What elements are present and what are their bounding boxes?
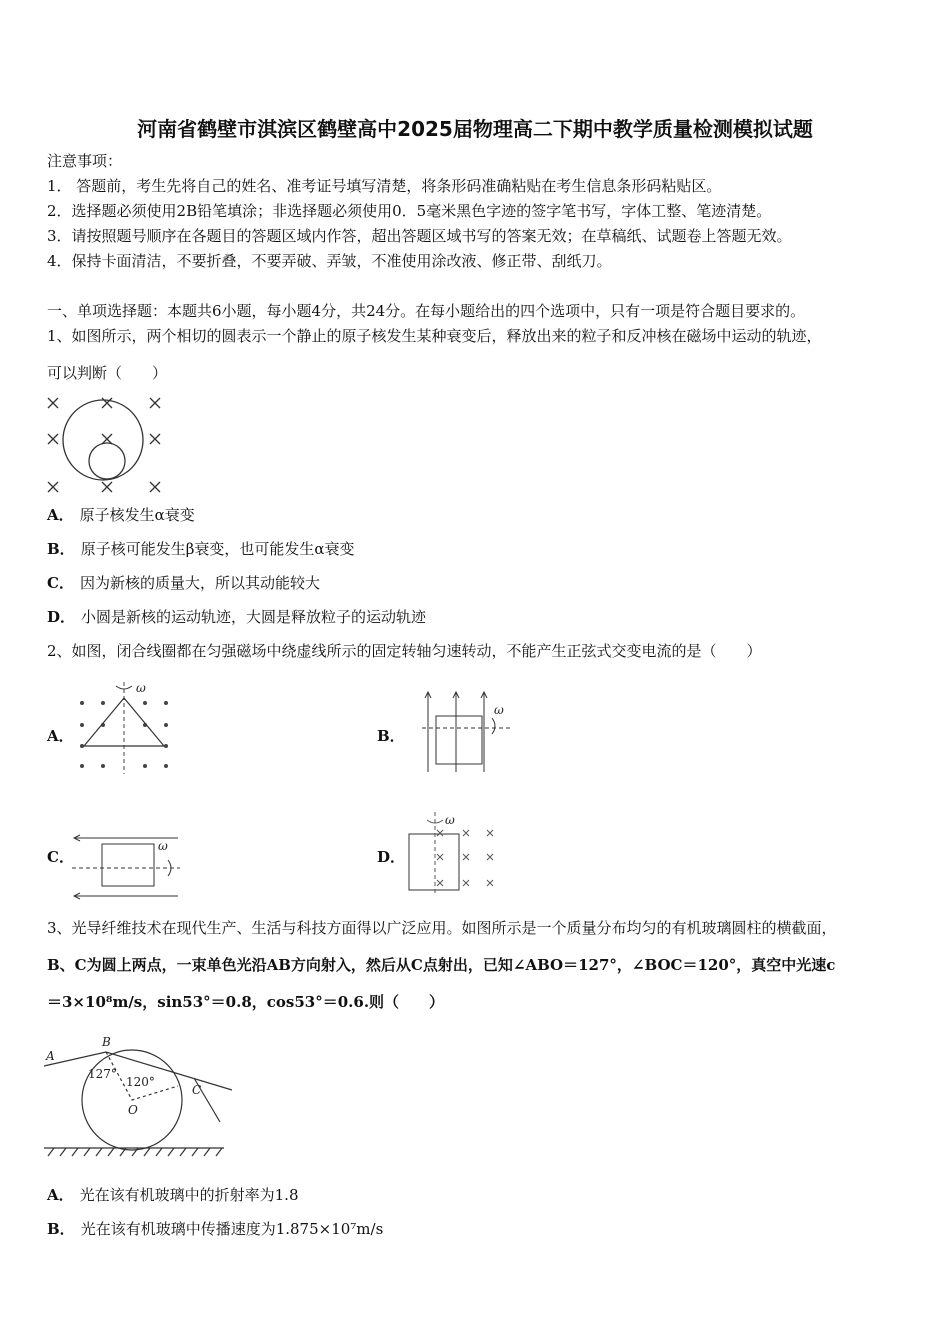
q3-option-a[interactable]: A． 光在该有机玻璃中的折射率为1.8 (47, 1186, 299, 1204)
q2-figure-d (405, 810, 505, 896)
q1-option-b[interactable]: B． 原子核可能发生β衰变，也可能发生α衰变 (47, 540, 355, 558)
svg-text:120°: 120° (126, 1075, 155, 1089)
svg-text:A: A (46, 1049, 55, 1063)
q2-figure-b (420, 688, 520, 774)
q2-option-d[interactable]: D． (377, 848, 406, 866)
q2-option-b[interactable]: B． (377, 727, 405, 745)
q2-option-a[interactable]: A． (47, 727, 74, 745)
svg-text:C: C (192, 1083, 202, 1097)
notice-item: 4．保持卡面清洁，不要折叠，不要弄破、弄皱，不准使用涂改液、修正带、刮纸刀。 (47, 252, 612, 270)
notice-item: 3．请按照题号顺序在各题目的答题区域内作答，超出答题区域书写的答案无效；在草稿纸、试题卷上答题无效。 (47, 227, 792, 245)
svg-text:ω: ω (445, 813, 455, 827)
svg-text:ω: ω (136, 681, 146, 695)
q3-figure (44, 1030, 234, 1162)
notice-heading: 注意事项： (47, 152, 123, 170)
svg-text:ω: ω (158, 839, 168, 853)
q3-stem: B、C为圆上两点，一束单色光沿AB方向射入，然后从C点射出，已知∠ABO＝127°，∠BOC＝120°，真空中光速c (47, 956, 836, 974)
q3-stem: 3、光导纤维技术在现代生产、生活与科技方面得以广泛应用。如图所示是一个质量分布均匀的有机玻璃圆柱的横截面， (47, 919, 837, 937)
q1-stem: 1、如图所示，两个相切的圆表示一个静止的原子核发生某种衰变后，释放出来的粒子和反冲核在磁场中运动的轨迹， (47, 327, 822, 345)
notice-item: 2．选择题必须使用2B铅笔填涂；非选择题必须使用0．5毫米黑色字迹的签字笔书写，字体工整、笔迹清楚。 (47, 202, 772, 220)
svg-text:O: O (128, 1103, 138, 1117)
svg-text:127°: 127° (88, 1067, 117, 1081)
q1-option-d[interactable]: D． 小圆是新核的运动轨迹，大圆是释放粒子的运动轨迹 (47, 608, 427, 626)
q2-figure-c (72, 830, 182, 900)
q1-stem: 可以判断（ ） (47, 364, 168, 382)
q3-stem: ＝3×10⁸m/s，sin53°＝0.8，cos53°＝0.6.则（ ） (47, 993, 445, 1011)
q1-option-c[interactable]: C． 因为新核的质量大，所以其动能较大 (47, 574, 320, 592)
svg-text:B: B (102, 1035, 111, 1049)
q2-stem: 2、如图，闭合线圈都在匀强磁场中绕虚线所示的固定转轴匀速转动，不能产生正弦式交变电流的是（ ） (47, 642, 762, 660)
page-title: 河南省鹤壁市淇滨区鹤壁高中2025届物理高二下期中教学质量检测模拟试题 (137, 117, 813, 141)
section-heading: 一、单项选择题：本题共6小题，每小题4分，共24分。在每小题给出的四个选项中，只有一项是符合题目要求的。 (47, 302, 806, 320)
q3-option-b[interactable]: B． 光在该有机玻璃中传播速度为1.875×10⁷m/s (47, 1220, 384, 1238)
notice-item: 1． 答题前，考生先将自己的姓名、准考证号填写清楚，将条形码准确粘贴在考生信息条形码粘贴区。 (47, 177, 722, 195)
q1-option-a[interactable]: A． 原子核发生α衰变 (47, 506, 195, 524)
q2-figure-a (70, 678, 180, 778)
q2-option-c[interactable]: C． (47, 848, 74, 866)
q1-figure (40, 392, 170, 497)
svg-text:ω: ω (494, 703, 504, 717)
